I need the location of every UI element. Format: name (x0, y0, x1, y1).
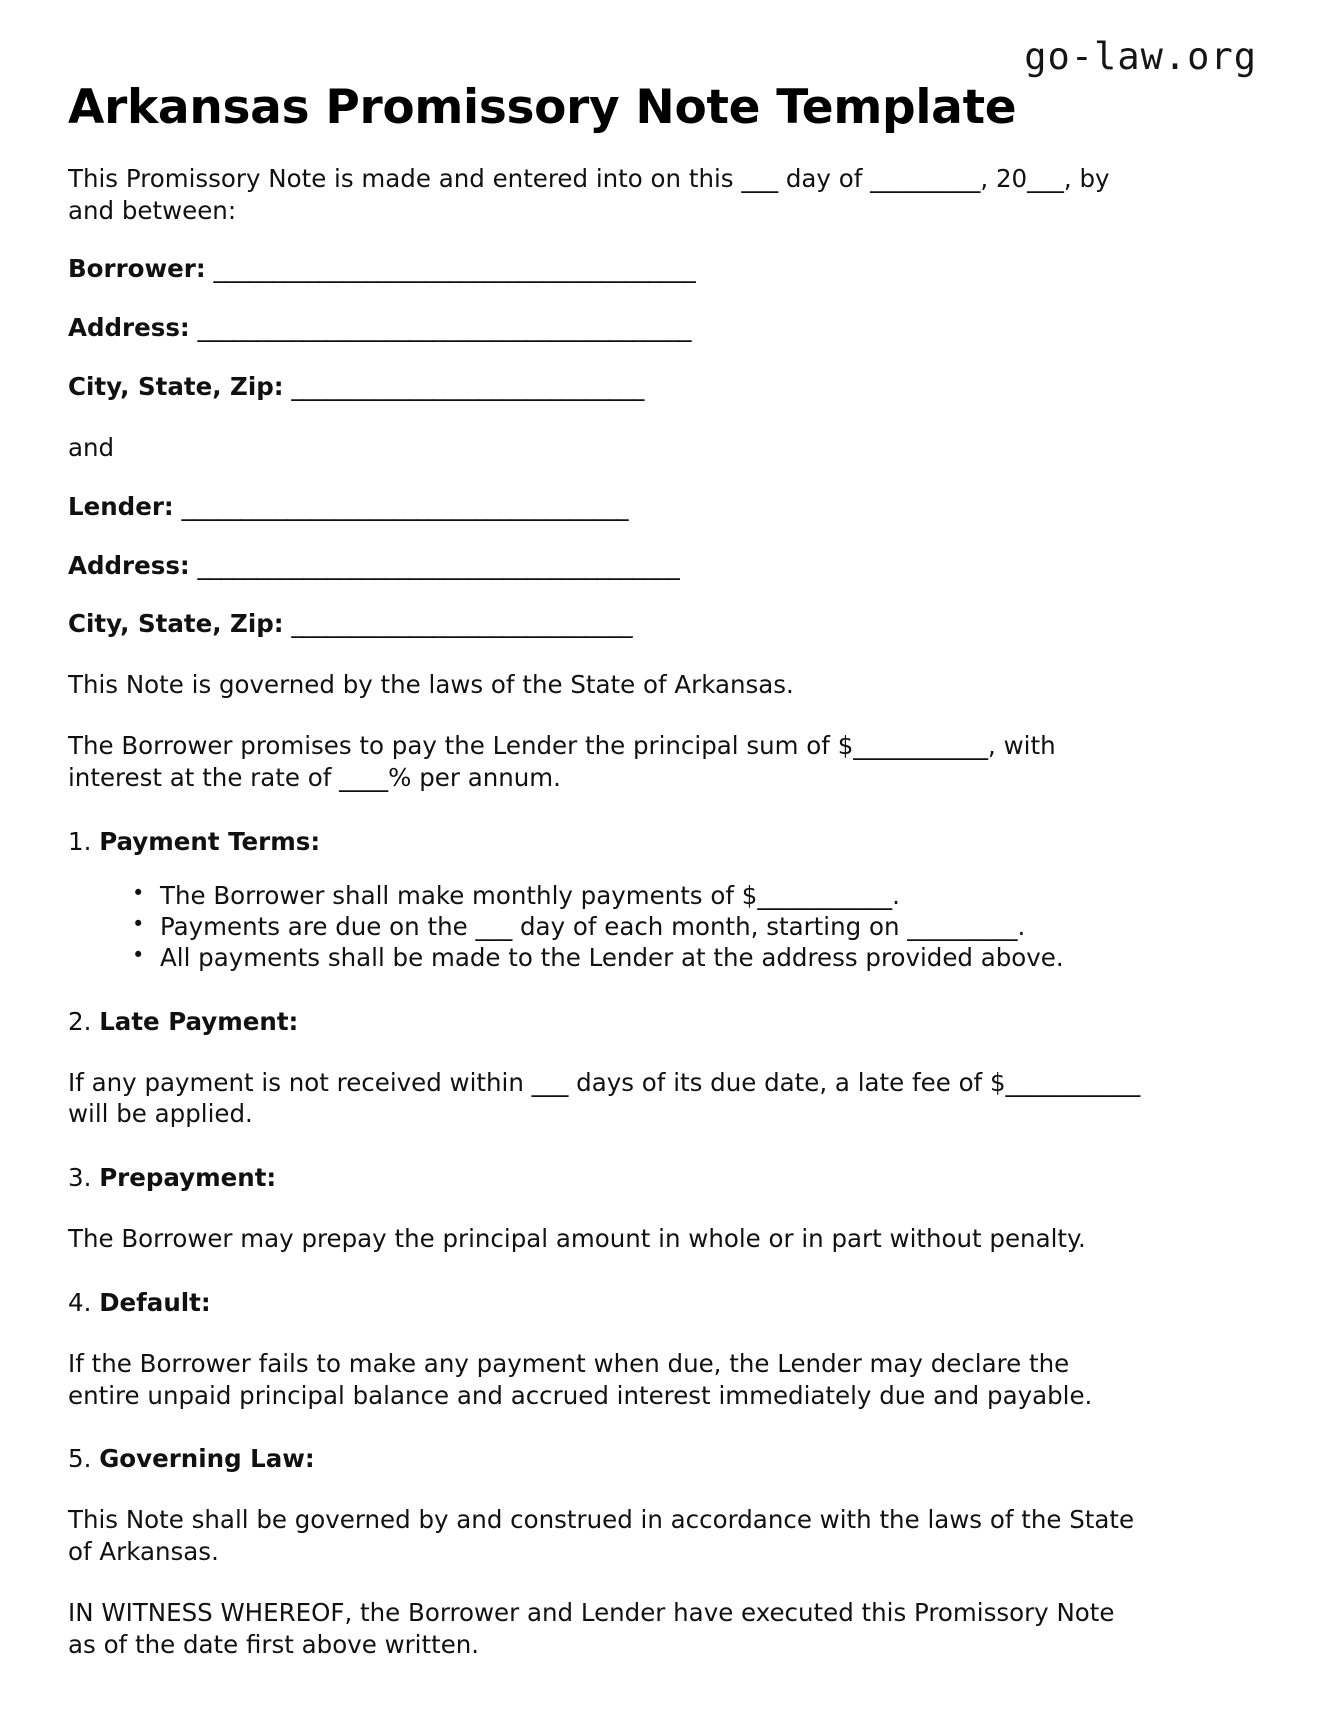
section-heading-payment-terms (68, 794, 1259, 858)
governing-law-statement: This Note is governed by the laws of the State of Arkansas. (68, 670, 794, 700)
lender-citystatezip-field (68, 581, 1259, 640)
section-heading-default (68, 1255, 1259, 1319)
section-body-governing-law: This Note shall be governed by and construed in accordance with the laws of the State of Arkansas. (68, 1505, 1135, 1567)
lender-name-label: Lender: (68, 491, 174, 521)
section-name: Prepayment: (99, 1163, 277, 1193)
section-heading-late-payment (68, 974, 1259, 1038)
section-heading-governing-law (68, 1411, 1259, 1475)
list-item: • Payments are due on the ___ day of each month, starting on _________. (132, 911, 1259, 942)
section-number: 2. (68, 1006, 92, 1036)
borrower-address-blank: __________________________________________ (197, 313, 691, 343)
lender-name-field (68, 464, 1259, 523)
section-body-default: If the Borrower fails to make any payment when due, the Lender may declare the entire unpaid principal balance and accrued interest immediately due and payable. (68, 1348, 1093, 1410)
site-watermark: go-law.org (1024, 35, 1257, 78)
section-body-late-payment: If any payment is not received within ___ days of its due date, a late fee of $___________ will be applied. (68, 1067, 1141, 1129)
lender-address-blank: _________________________________________ (197, 550, 680, 580)
borrower-name-blank: _________________________________________ (213, 254, 696, 284)
borrower-address-field (68, 285, 1259, 344)
conjunction-and: and (68, 432, 115, 462)
lender-address-label: Address: (68, 550, 190, 580)
section-number: 4. (68, 1287, 92, 1317)
borrower-citystatezip-field (68, 344, 1259, 403)
section-name: Governing Law: (99, 1444, 315, 1474)
section-body-prepayment: The Borrower may prepay the principal amount in whole or in part without penalty. (68, 1224, 1086, 1254)
list-item: • All payments shall be made to the Lender at the address provided above. (132, 942, 1259, 973)
borrower-citystatezip-label: City, State, Zip: (68, 372, 284, 402)
borrower-name-label: Borrower: (68, 254, 206, 284)
principal-sum-paragraph: The Borrower promises to pay the Lender the principal sum of $___________, with interest at the rate of ____% per annum. (68, 731, 1056, 792)
borrower-address-label: Address: (68, 313, 190, 343)
borrower-citystatezip-blank: ______________________________ (291, 372, 644, 402)
borrower-name-field (68, 226, 1259, 285)
witness-paragraph: IN WITNESS WHEREOF, the Borrower and Lender have executed this Promissory Note as of the date first above written. (68, 1598, 1115, 1659)
page-title: Arkansas Promissory Note Template (68, 80, 1017, 135)
section-name: Default: (99, 1287, 211, 1317)
lender-name-blank: ______________________________________ (181, 491, 629, 521)
intro-paragraph: This Promissory Note is made and entered into on this ___ day of _________, 20___, by and between: (68, 163, 1110, 225)
list-item: • The Borrower shall make monthly payments of $___________. (132, 880, 1259, 911)
section-name: Late Payment: (99, 1006, 299, 1036)
section-name: Payment Terms: (99, 826, 321, 856)
payment-terms-list (68, 858, 1259, 974)
lender-address-field (68, 523, 1259, 582)
section-heading-prepayment (68, 1130, 1259, 1194)
section-number: 5. (68, 1444, 92, 1474)
lender-citystatezip-label: City, State, Zip: (68, 609, 284, 639)
section-number: 1. (68, 826, 92, 856)
section-number: 3. (68, 1163, 92, 1193)
lender-citystatezip-blank: _____________________________ (291, 609, 633, 639)
